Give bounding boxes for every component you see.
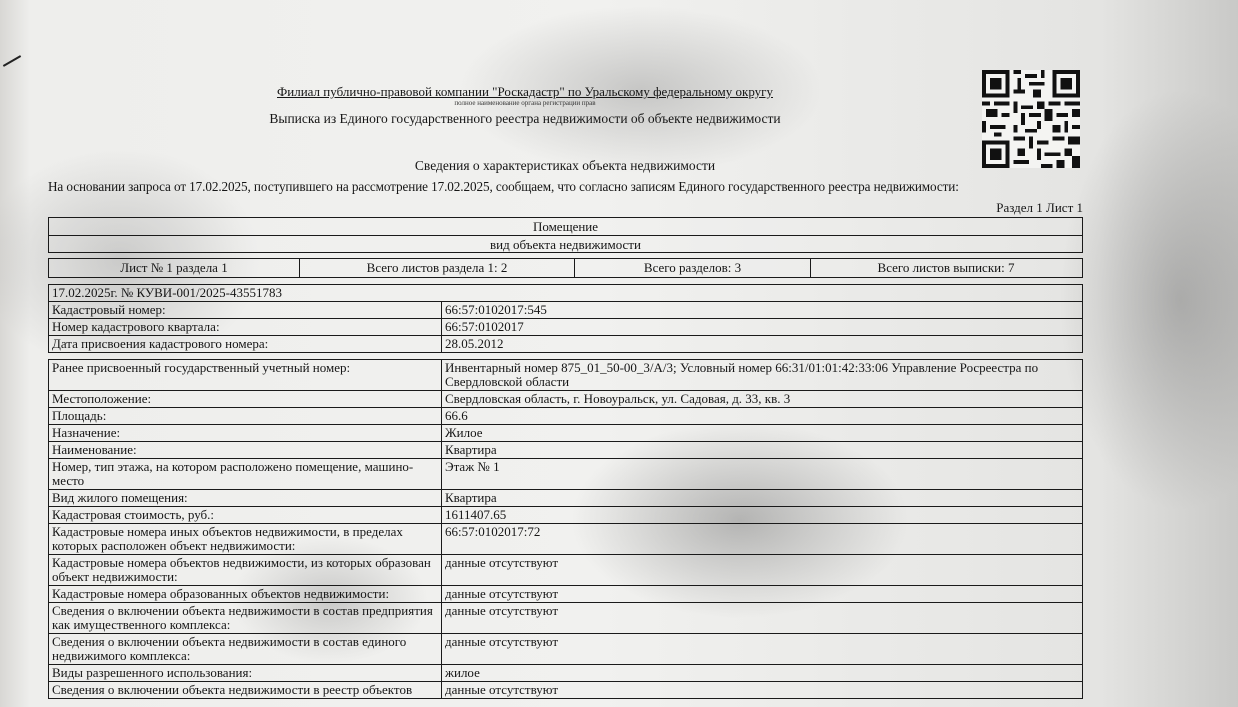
main-info-table xyxy=(48,284,1083,353)
sheet-info-row xyxy=(48,258,1083,278)
row-value: Жилое xyxy=(442,425,1083,442)
sheet-number: Лист № 1 раздела 1 xyxy=(120,260,228,275)
row-value: данные отсутствуют xyxy=(442,634,1083,665)
row-label: Наименование: xyxy=(49,442,442,459)
pen-mark xyxy=(3,55,21,67)
row-label: Кадастровый номер: xyxy=(49,302,442,319)
table-row xyxy=(49,391,1083,408)
row-label: Сведения о включении объекта недвижимости в реестр объектов xyxy=(49,682,442,699)
total-sections: Всего разделов: 3 xyxy=(574,259,810,277)
row-value: данные отсутствуют xyxy=(442,586,1083,603)
row-value: 66:57:0102017:545 xyxy=(442,302,1083,319)
table-row xyxy=(49,490,1083,507)
details-table xyxy=(48,359,1083,699)
row-value: Квартира xyxy=(442,442,1083,459)
row-label: Ранее присвоенный государственный учетный номер: xyxy=(49,360,442,391)
row-value: Квартира xyxy=(442,490,1083,507)
object-type-box xyxy=(48,217,1083,253)
section-sheet-label: Раздел 1 Лист 1 xyxy=(996,200,1083,215)
row-label: Площадь: xyxy=(49,408,442,425)
row-value: данные отсутствуют xyxy=(442,682,1083,699)
row-label: Кадастровая стоимость, руб.: xyxy=(49,507,442,524)
table-row xyxy=(49,524,1083,555)
table-row xyxy=(49,586,1083,603)
table-row xyxy=(49,507,1083,524)
table-row xyxy=(49,425,1083,442)
row-value: 66:57:0102017:72 xyxy=(442,524,1083,555)
qr-code xyxy=(980,70,1082,168)
organization-name: Филиал публично-правовой компании "Роскадастр" по Уральскому федеральному округу xyxy=(277,84,773,99)
request-number: 17.02.2025г. № КУВИ-001/2025-43551783 xyxy=(49,285,1083,302)
row-label: Сведения о включении объекта недвижимости в состав единого недвижимого комплекса: xyxy=(49,634,442,665)
row-value: 28.05.2012 xyxy=(442,336,1083,353)
table-row xyxy=(49,336,1083,353)
table-row xyxy=(49,682,1083,699)
table-row xyxy=(49,319,1083,336)
row-label: Виды разрешенного использования: xyxy=(49,665,442,682)
row-label: Номер, тип этажа, на котором расположено помещение, машино-место xyxy=(49,459,442,490)
row-value: 66.6 xyxy=(442,408,1083,425)
row-value: 66:57:0102017 xyxy=(442,319,1083,336)
row-value: жилое xyxy=(442,665,1083,682)
row-label: Номер кадастрового квартала: xyxy=(49,319,442,336)
table-row xyxy=(49,408,1083,425)
table-row xyxy=(49,459,1083,490)
row-label: Назначение: xyxy=(49,425,442,442)
total-sheets-extract: Всего листов выписки: 7 xyxy=(810,259,1081,277)
request-number-row xyxy=(49,285,1083,302)
request-intro: На основании запроса от 17.02.2025, поступившего на рассмотрение 17.02.2025, сообщаем, что согласно записям Единого государственного реестра недвижимости: xyxy=(48,179,959,194)
row-value: данные отсутствуют xyxy=(442,603,1083,634)
row-label: Кадастровые номера иных объектов недвижимости, в пределах которых расположен объект недвижимости: xyxy=(49,524,442,555)
row-label: Местоположение: xyxy=(49,391,442,408)
row-value: данные отсутствуют xyxy=(442,555,1083,586)
table-row xyxy=(49,302,1083,319)
table-row xyxy=(49,634,1083,665)
row-label: Кадастровые номера объектов недвижимости, из которых образован объект недвижимости: xyxy=(49,555,442,586)
organization-caption: полное наименование органа регистрации прав xyxy=(454,99,596,107)
row-label: Вид жилого помещения: xyxy=(49,490,442,507)
document-title: Выписка из Единого государственного реестра недвижимости об объекте недвижимости xyxy=(269,111,781,126)
row-value: 1611407.65 xyxy=(442,507,1083,524)
table-row xyxy=(49,603,1083,634)
row-value: Свердловская область, г. Новоуральск, ул. Садовая, д. 33, кв. 3 xyxy=(442,391,1083,408)
table-row xyxy=(49,665,1083,682)
row-value: Инвентарный номер 875_01_50-00_3/А/3; Условный номер 66:31/01:01:42:33:06 Управление Росреестра по Свердловской области xyxy=(442,360,1083,391)
section-title: Сведения о характеристиках объекта недвижимости xyxy=(414,158,716,173)
table-row xyxy=(49,442,1083,459)
total-sheets-section: Всего листов раздела 1: 2 xyxy=(299,259,574,277)
table-row xyxy=(49,555,1083,586)
row-label: Дата присвоения кадастрового номера: xyxy=(49,336,442,353)
row-label: Сведения о включении объекта недвижимости в состав предприятия как имущественного комплекса: xyxy=(49,603,442,634)
row-value: Этаж № 1 xyxy=(442,459,1083,490)
object-type-caption: вид объекта недвижимости xyxy=(49,235,1082,253)
table-row xyxy=(49,360,1083,391)
row-label: Кадастровые номера образованных объектов недвижимости: xyxy=(49,586,442,603)
object-type-name: Помещение xyxy=(532,219,599,234)
